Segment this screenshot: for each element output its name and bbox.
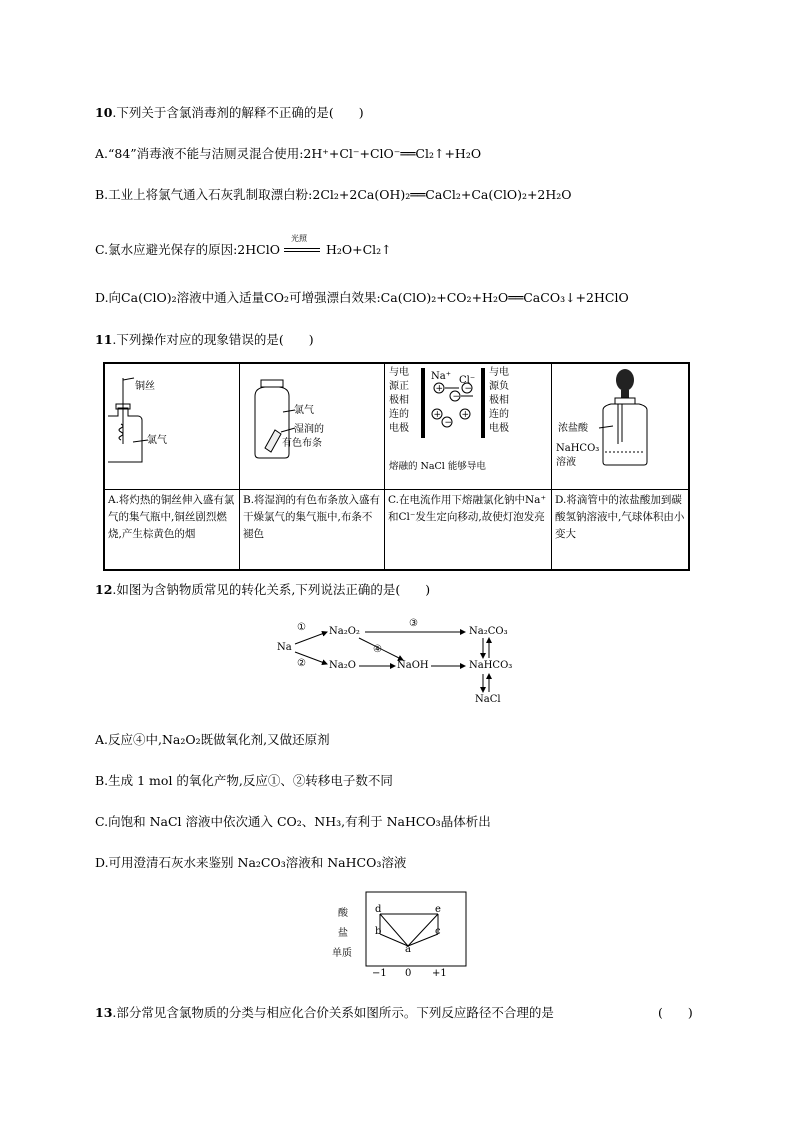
q10-c-condition: 光照 [290,233,307,243]
svg-text:+: + [461,410,470,420]
svg-text:+: + [435,384,444,394]
point-e: e [435,904,441,915]
svg-text:−: − [444,418,453,428]
point-b: b [375,926,382,937]
node-na2o: Na₂O [329,660,356,671]
fig1-gas-label: 氯气 [147,435,167,446]
q12-option-d: D.可用澄清石灰水来鉴别 Na₂CO₃溶液和 NaHCO₃溶液 [95,855,407,870]
y-label-element: 单质 [332,948,352,959]
q11-option-b: B.将湿润的有色布条放入盛有干燥氯气的集气瓶中,布条不褪色 [240,490,385,571]
svg-text:−: − [464,384,473,394]
q12-option-c: C.向饱和 NaCl 溶液中依次通入 CO₂、NH₃,有利于 NaHCO₃晶体析出 [95,814,491,829]
q10-option-b: B.工业上将氯气通入石灰乳制取漂白粉:2Cl₂+2Ca(OH)₂══CaCl₂+Ca(ClO)₂+2H₂O [95,187,572,202]
point-a: a [405,944,411,955]
point-c: c [435,926,441,937]
q11-option-d: D.将滴管中的浓盐酸加到碳酸氢钠溶液中,气球体积由小变大 [552,490,690,571]
fig-copper-chlorine [104,363,240,490]
q13-answer-paren: ( ) [658,1005,693,1020]
node-na: Na [277,642,292,653]
valence-graph-lines [332,888,472,984]
q12-stem: 12.如图为含钠物质常见的转化关系,下列说法正确的是( ) [95,582,431,597]
node-na2o2: Na₂O₂ [329,626,360,637]
fig4-solution-label-2: 溶液 [556,457,576,468]
fig3-right-label: 与电 源负 极相 连的 电极 [489,367,509,434]
reaction-1-label: ① [297,622,306,633]
svg-text:−: − [452,392,461,402]
chlorine-valence-graph [332,888,472,984]
q10-stem: 10.下列关于含氯消毒剂的解释不正确的是( ) [95,105,364,120]
fig-wet-cloth [240,363,385,490]
q10-option-c: C.氯水应避光保存的原因:2HClO 光照 H₂O+Cl₂↑ [95,233,392,257]
q10-option-d: D.向Ca(ClO)₂溶液中通入适量CO₂可增强漂白效果:Ca(ClO)₂+CO₂+H₂O══CaCO₃↓+2HClO [95,290,629,305]
node-nacl: NaCl [475,694,501,705]
fig3-left-label: 与电 源正 极相 连的 电极 [389,367,409,434]
fig3-caption: 熔融的 NaCl 能够导电 [389,461,486,472]
y-label-salt: 盐 [338,928,348,939]
q10-c-condition-arrow [284,233,322,257]
reaction-4-label: ④ [373,644,382,655]
fig1-wire-label: 铜丝 [135,381,155,392]
y-label-acid: 酸 [338,908,348,919]
sodium-conversion-diagram [275,618,535,710]
point-d: d [375,904,382,915]
fig-acid-balloon [552,363,690,490]
x-label-neg1: −1 [372,968,387,979]
node-naoh: NaOH [397,660,429,671]
fig2-cloth-label-1: 湿润的 [294,424,324,435]
fig4-acid-label: 浓盐酸 [558,423,588,434]
q10-option-a: A.“84”消毒液不能与洁厕灵混合使用:2H⁺+Cl⁻+ClO⁻══Cl₂↑+H₂O [95,146,482,161]
q12-option-a: A.反应④中,Na₂O₂既做氧化剂,又做还原剂 [95,732,330,747]
q11-option-c: C.在电流作用下熔融氯化钠中Na⁺和Cl⁻发生定向移动,故使灯泡发亮 [385,490,552,571]
x-label-pos1: +1 [432,968,447,979]
fig3-cl-label: Cl⁻ [459,375,476,386]
svg-text:+: + [433,410,442,420]
q12-number: 12 [95,582,113,597]
fig3-na-label: Na⁺ [431,371,451,382]
q11-number: 11 [95,332,113,347]
reaction-2-label: ② [297,658,306,669]
q12-option-b: B.生成 1 mol 的氧化产物,反应①、②转移电子数不同 [95,773,393,788]
fig2-cloth-label-2: 有色布条 [282,438,322,449]
q10-number: 10 [95,105,113,120]
q13-stem: 13.部分常见含氯物质的分类与相应化合价关系如图所示。下列反应路径不合理的是 [95,1005,554,1020]
fig-molten-nacl [385,363,552,490]
reaction-3-label: ③ [409,618,418,629]
x-label-0: 0 [405,968,412,979]
fig2-gas-label: 氯气 [294,405,314,416]
fig4-solution-label-1: NaHCO₃ [556,443,600,454]
q11-table [103,362,690,571]
node-nahco3: NaHCO₃ [469,660,513,671]
copper-bottle-illustration [108,366,236,481]
node-na2co3: Na₂CO₃ [469,626,508,637]
q13-number: 13 [95,1005,113,1020]
q11-option-a: A.将灼热的铜丝伸入盛有氯气的集气瓶中,铜丝剧烈燃烧,产生棕黄色的烟 [104,490,240,571]
q11-stem: 11.下列操作对应的现象错误的是( ) [95,332,314,347]
